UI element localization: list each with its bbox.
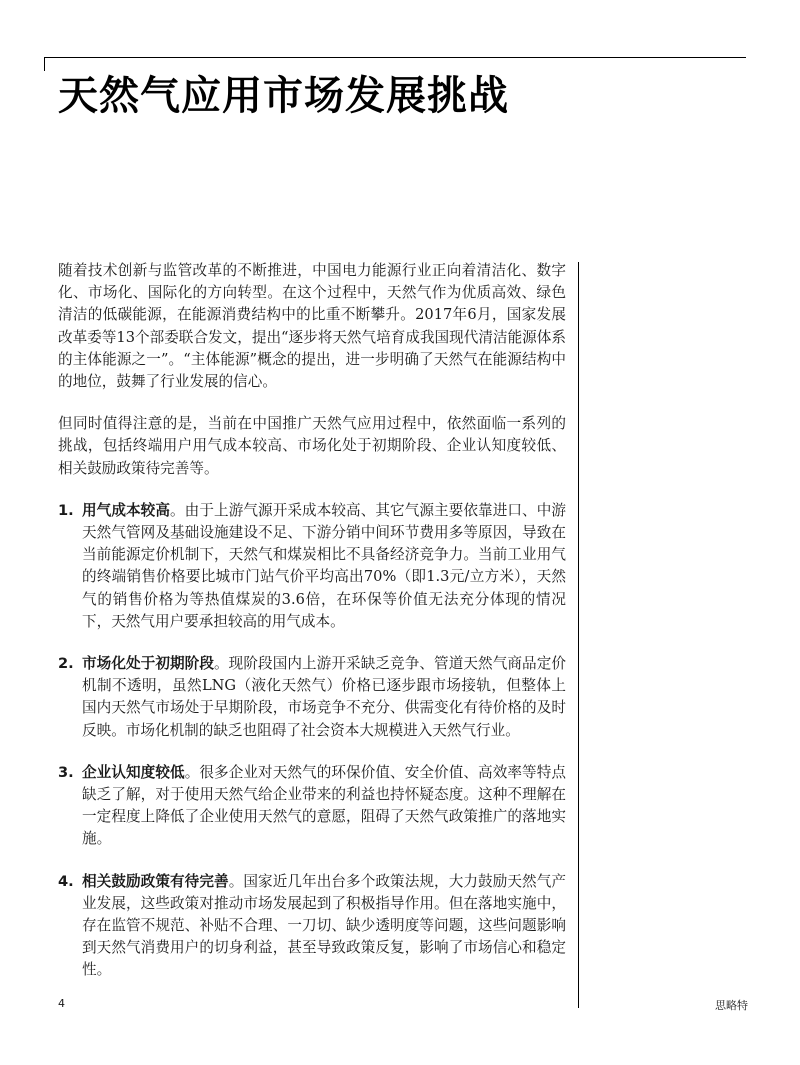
list-item-number: 4. [58, 872, 74, 890]
list-item [58, 653, 566, 742]
list-item-title: 相关鼓励政策有待完善 [82, 872, 229, 890]
list-item-title: 用气成本较高 [82, 501, 171, 519]
list-item-text: 。由于上游气源开采成本较高、其它气源主要依靠进口、中游天然气管网及基础设施建设不足、下游分销中间环节费用多等原因，导致在当前能源定价机制下，天然气和煤炭相比不具备经济竞争力。当前工业用气的终端销售价格要比城市门站气价平均高出70%（即1.3元/立方米），天然气的销售价格为等热值煤炭的3.6倍，在环保等价值无法充分体现的情况下，天然气用户要承担较高的用气成本。 [82, 501, 566, 630]
list-item-title: 企业认知度较低 [82, 763, 185, 781]
page-number: 4 [58, 997, 65, 1010]
list-item-title: 市场化处于初期阶段 [82, 655, 215, 673]
corner-tick [44, 57, 45, 71]
intro-paragraph: 随着技术创新与监管改革的不断推进，中国电力能源行业正向着清洁化、数字化、市场化、国际化的方向转型。在这个过程中，天然气作为优质高效、绿色清洁的低碳能源，在能源消费结构中的比重不断攀升。2017年6月，国家发展改革委等13个部委联合发文，提出“逐步将天然气培育成我国现代清洁能源体系的主体能源之一”。“主体能源”概念的提出，进一步明确了天然气在能源结构中的地位，鼓舞了行业发展的信心。 [58, 262, 566, 391]
top-rule [44, 57, 746, 58]
column-divider [578, 262, 579, 1008]
article-body [58, 260, 566, 1002]
list-item-text: 。很多企业对天然气的环保价值、安全价值、高效率等特点缺乏了解，对于使用天然气给企业带来的利益也持怀疑态度。这种不理解在一定程度上降低了企业使用天然气的意愿，阻碍了天然气政策推广的落地实施。 [82, 763, 566, 848]
list-item-text: 。现阶段国内上游开采缺乏竞争、管道天然气商品定价机制不透明，虽然LNG（液化天然气）价格已逐步跟市场接轨，但整体上国内天然气市场处于早期阶段，市场竞争不充分、供需变化有待价格的及时反映。市场化机制的缺乏也阻碍了社会资本大规模进入天然气行业。 [82, 655, 566, 739]
brand-name: 思略特 [715, 999, 748, 1012]
list-item [58, 762, 566, 851]
list-item-number: 2. [58, 655, 74, 673]
page-title: 天然气应用市场发展挑战 [58, 73, 509, 119]
list-item-number: 3. [58, 763, 74, 781]
list-item-number: 1. [58, 501, 74, 519]
list-item-text: 。国家近几年出台多个政策法规，大力鼓励天然气产业发展，这些政策对推动市场发展起到了积极指导作用。但在落地实施中，存在监管不规范、补贴不合理、一刀切、缺少透明度等问题，这些问题影响到天然气消费用户的切身利益，甚至导致政策反复，影响了市场信心和稳定性。 [82, 872, 566, 979]
challenge-list [58, 500, 566, 982]
list-item [58, 500, 566, 633]
challenges-paragraph: 但同时值得注意的是，当前在中国推广天然气应用过程中，依然面临一系列的挑战，包括终端用户用气成本较高、市场化处于初期阶段、企业认知度较低、相关鼓励政策待完善等。 [58, 415, 566, 477]
list-item [58, 871, 566, 982]
